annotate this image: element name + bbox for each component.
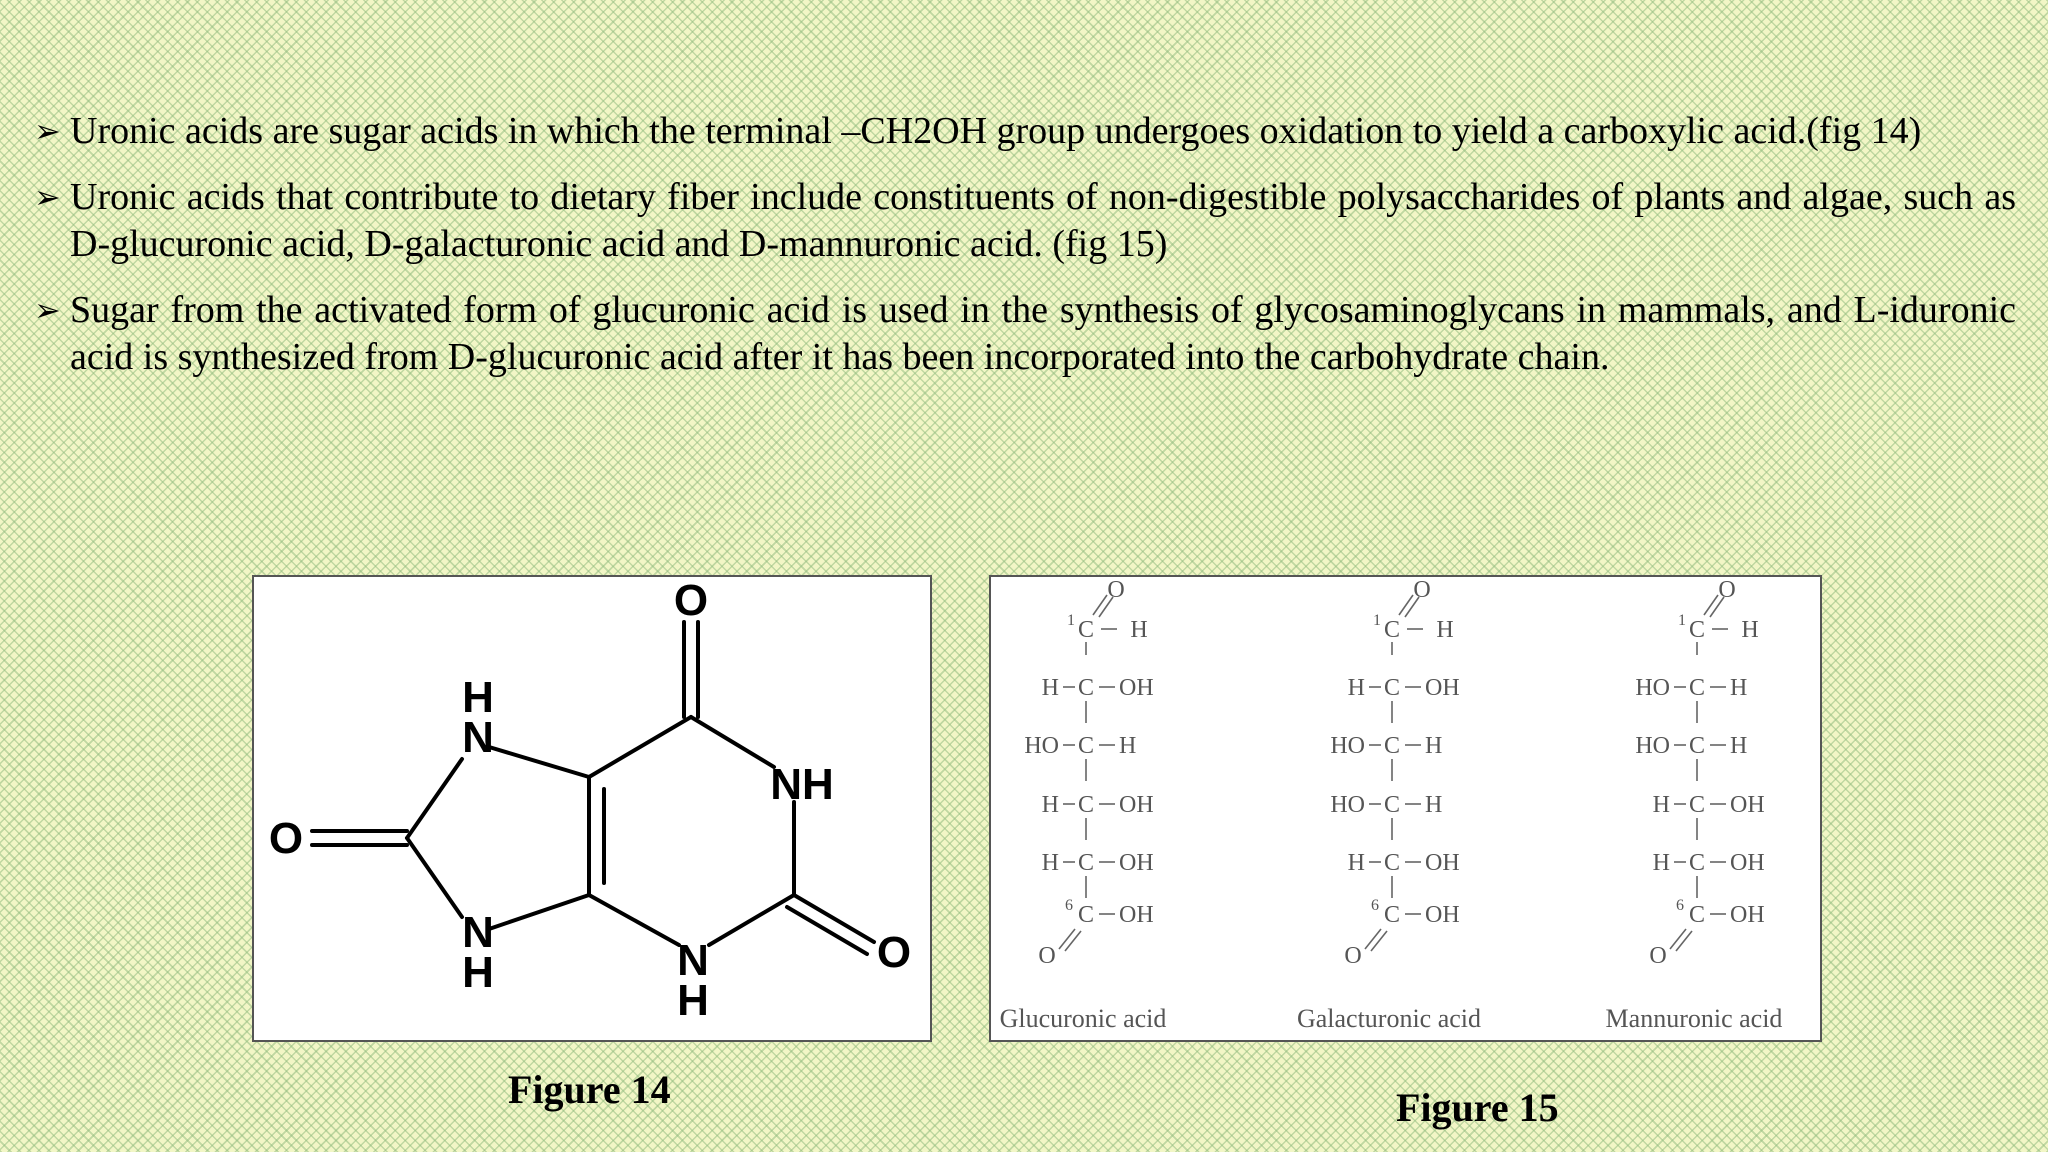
- substituent-left-label: HO: [1330, 733, 1365, 759]
- hydrogen-label: H: [1130, 617, 1148, 643]
- substituent-right-label: OH: [1425, 850, 1460, 876]
- nh-right-label: NH: [770, 760, 834, 809]
- aldehyde-oxygen-label: O: [1413, 577, 1431, 603]
- substituent-right-label: H: [1425, 733, 1443, 759]
- substituent-left-label: H: [1347, 675, 1365, 701]
- carbon-number-label: 6: [1676, 897, 1684, 914]
- substituent-left-label: HO: [1330, 792, 1365, 818]
- structure-name-label: Galacturonic acid: [1296, 1004, 1482, 1033]
- carbon-label: C: [1383, 902, 1401, 928]
- nitrogen-bottom-label: N: [677, 936, 709, 985]
- carbon-label: C: [1077, 902, 1095, 928]
- substituent-left-label: H: [1347, 850, 1365, 876]
- substituent-right-label: OH: [1730, 792, 1765, 818]
- hydroxyl-label: OH: [1119, 902, 1154, 928]
- substituent-left-label: H: [1041, 850, 1059, 876]
- structure-name-label: Glucuronic acid: [999, 1004, 1167, 1033]
- aldehyde-oxygen-label: O: [1718, 577, 1736, 603]
- double-bond-line: [1676, 931, 1692, 951]
- bullet-text: Sugar from the activated form of glucuronic acid is used in the synthesis of glycosaminoglycans in mammals, and L-iduronic acid is synthesized from D-glucuronic acid after it has been incorporated into the carbohydrate chain.: [70, 289, 2016, 378]
- arrow-bullet-icon: ➢: [34, 292, 61, 328]
- hydroxyl-label: OH: [1425, 902, 1460, 928]
- carbon-label: C: [1077, 792, 1095, 818]
- nitrogen-lower-label: N: [462, 908, 494, 957]
- double-bond-line: [1670, 929, 1686, 949]
- double-bond-line: [1059, 929, 1075, 949]
- structure-name-label: Mannuronic acid: [1605, 1004, 1783, 1033]
- carbon-label: C: [1688, 902, 1706, 928]
- substituent-right-label: H: [1730, 733, 1748, 759]
- double-bond-line: [1365, 929, 1381, 949]
- substituent-right-label: OH: [1119, 675, 1154, 701]
- double-bond-line: [1093, 595, 1107, 615]
- carbon-label: C: [1383, 850, 1401, 876]
- carbon-label: C: [1077, 617, 1095, 643]
- bullet-list: [34, 108, 2016, 400]
- carbon-label: C: [1077, 733, 1095, 759]
- hydrogen-upper-label: H: [462, 673, 494, 722]
- carbon-number-label: 6: [1065, 897, 1073, 914]
- hydroxyl-label: OH: [1730, 902, 1765, 928]
- substituent-right-label: OH: [1730, 850, 1765, 876]
- bullet-item: [34, 108, 2016, 155]
- substituent-left-label: H: [1652, 850, 1670, 876]
- oxygen-right-label: O: [876, 928, 912, 977]
- bullet-text: Uronic acids that contribute to dietary fiber include constituents of non-digestible polysaccharides of plants and algae, such as D-glucuronic acid, D-galacturonic acid and D-mannuronic acid. (fig 15): [70, 176, 2016, 265]
- substituent-right-label: OH: [1425, 675, 1460, 701]
- hydrogen-lower-label: H: [462, 948, 494, 997]
- hydrogen-label: H: [1741, 617, 1759, 643]
- bullet-item: [34, 174, 2016, 268]
- hydrogen-label: H: [1436, 617, 1454, 643]
- substituent-right-label: H: [1119, 733, 1137, 759]
- carboxyl-oxygen-label: O: [1344, 943, 1362, 969]
- carbon-label: C: [1383, 733, 1401, 759]
- carbon-number-label: 1: [1678, 612, 1686, 629]
- bullet-item: [34, 287, 2016, 381]
- substituent-left-label: H: [1041, 792, 1059, 818]
- carbon-number-label: 1: [1067, 612, 1075, 629]
- nitrogen-upper-label: N: [462, 713, 494, 762]
- carbon-label: C: [1383, 675, 1401, 701]
- carbon-label: C: [1383, 792, 1401, 818]
- figure-15-image: [989, 575, 1822, 1042]
- carbon-label: C: [1688, 733, 1706, 759]
- oxygen-left-label: O: [268, 814, 304, 863]
- carbon-label: C: [1688, 792, 1706, 818]
- substituent-left-label: H: [1041, 675, 1059, 701]
- uric-acid-structure: [254, 577, 930, 1040]
- substituent-right-label: H: [1425, 792, 1443, 818]
- figure-14-caption: Figure 14: [508, 1067, 671, 1112]
- substituent-right-label: OH: [1119, 850, 1154, 876]
- uronic-acids-fischer-projections: [991, 577, 1820, 1040]
- carboxyl-oxygen-label: O: [1038, 943, 1056, 969]
- oxygen-top-label: O: [673, 577, 709, 625]
- carbon-number-label: 6: [1371, 897, 1379, 914]
- carbon-label: C: [1688, 617, 1706, 643]
- carbon-number-label: 1: [1373, 612, 1381, 629]
- substituent-left-label: HO: [1635, 733, 1670, 759]
- substituent-right-label: H: [1730, 675, 1748, 701]
- carbon-label: C: [1688, 850, 1706, 876]
- hydrogen-bottom-label: H: [677, 976, 709, 1025]
- arrow-bullet-icon: ➢: [34, 113, 61, 149]
- double-bond-line: [1065, 931, 1081, 951]
- figure-15-caption: Figure 15: [1396, 1085, 1559, 1130]
- carbon-label: C: [1688, 675, 1706, 701]
- bullet-text: Uronic acids are sugar acids in which the terminal –CH2OH group undergoes oxidation to yield a carboxylic acid.(fig 14): [70, 110, 1922, 152]
- substituent-left-label: HO: [1635, 675, 1670, 701]
- carbon-label: C: [1077, 675, 1095, 701]
- substituent-left-label: HO: [1024, 733, 1059, 759]
- double-bond-line: [1371, 931, 1387, 951]
- carbon-label: C: [1383, 617, 1401, 643]
- aldehyde-oxygen-label: O: [1107, 577, 1125, 603]
- substituent-right-label: OH: [1119, 792, 1154, 818]
- carboxyl-oxygen-label: O: [1649, 943, 1667, 969]
- carbon-label: C: [1077, 850, 1095, 876]
- figure-14-image: [252, 575, 932, 1042]
- double-bond-line: [1704, 595, 1718, 615]
- double-bond-line: [1399, 595, 1413, 615]
- arrow-bullet-icon: ➢: [34, 179, 61, 215]
- substituent-left-label: H: [1652, 792, 1670, 818]
